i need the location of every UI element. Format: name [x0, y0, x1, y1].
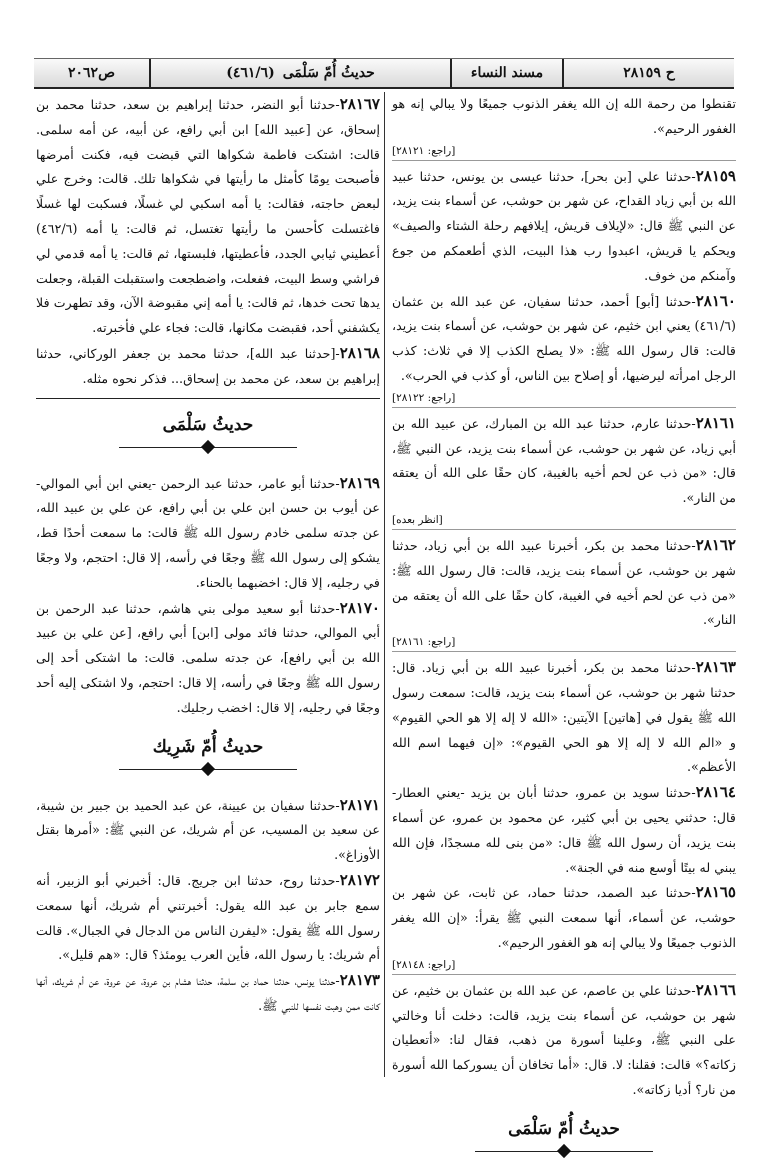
hadith-paragraph: [392, 880, 736, 955]
hadith-number: ٢٨١٧٠: [339, 598, 380, 617]
section-heading-umm-sharik: [36, 731, 380, 785]
running-header: [34, 58, 734, 89]
hadith-text: -حدثنا يونس، حدثنا حماد بن سلمة، حدثنا هشام بن عروة، عن عروة، عن أم شريك، أنها كانت ممن وهبت نفسها للنبي ﷺ.: [36, 973, 380, 1013]
reference-line: [392, 511, 736, 530]
header-divider: [562, 59, 564, 87]
reference-line: [392, 389, 736, 408]
hadith-number: ٢٨١٥٩: [695, 166, 736, 185]
topic-title: حديثُ أُمّ سَلْمَى: [282, 65, 375, 81]
hadith-text: -حدثنا روح، حدثنا ابن جريج. قال: أخبرني أبو الزبير، أنه سمع جابر بن عبد الله يقول: أخبرتني أم شريك، أنها سمعت رسول الله ﷺ يقول: «ليفرن الناس من الدجال في الجبال». قالت أم شريك: يا رسول الله، فأين العرب يومئذ؟ قال: «هم قليل».: [36, 872, 380, 963]
hadith-paragraph: [392, 92, 736, 142]
page-number: ص٢٠٦٢: [68, 65, 116, 81]
hadith-text: -حدثنا [أبو] أحمد، حدثنا سفيان، عن عبد الله بن عثمان (٤٦١/٦) يعني ابن خثيم، عن شهر بن حوشب، عن أسماء بنت يزيد، قالت: قال رسول الله ﷺ: «لا يصلح الكذب إلا في ثلاث: كذب الرجل امرأته ليرضيها، أو إصلاح بين الناس، أو كذب في الحرب».: [392, 293, 736, 383]
hadith-paragraph: [36, 968, 380, 1019]
ornament-divider: [36, 441, 380, 455]
hadith-number: ٢٨١٦٩: [339, 473, 380, 492]
cross-reference: [راجع: ٢٨١٤٨]: [392, 958, 456, 971]
ornament-divider: [36, 763, 380, 777]
hadith-text: -حدثنا أبو عامر، حدثنا عبد الرحمن -يعني ابن أبي الموالي- عن أيوب بن حسن ابن علي بن أبي رافع، عن علي بن عبيد الله، عن جدته سلمى خادم رسول الله ﷺ قالت: ما سمعت أحدًا قط، يشكو إلى رسول الله ﷺ وجعًا في رأسه، إلا قال: احتجم، ولا وجعًا في رجليه، إلا قال: اخضبهما بالحناء.: [36, 475, 380, 590]
hadith-number: ٢٨١٦٧: [339, 95, 380, 113]
cross-reference: [راجع: ٢٨١٢١]: [392, 144, 456, 157]
hadith-paragraph: [392, 411, 736, 511]
hadith-number: ٢٨١٦٥: [695, 883, 736, 902]
hadith-text: -حدثنا محمد بن بكر، أخبرنا عبيد الله بن أبي زياد. قال: حدثنا شهر بن حوشب، عن أسماء بنت يزيد، قالت: سمعت رسول الله ﷺ يقول في [هاتين] الآيتين: «الله لا إله إلا هو الحي القيوم» و «الم الله لا إله إلا هو الحي القيوم»: «إن فيهما اسم الله الأعظم».: [392, 660, 736, 775]
hadith-number: ٢٨١٧٢: [339, 870, 380, 889]
hadith-text: -حدثنا محمد بن بكر، أخبرنا عبيد الله بن أبي زياد، حدثنا شهر بن حوشب، عن أسماء بنت يزيد، قالت: قال رسول الله ﷺ: «من ذب عن لحم أخيه في الغيبة، كان حقًا على الله أن يعتقه من النار».: [392, 537, 736, 628]
hadith-number: ٢٨١٦٣: [695, 658, 736, 677]
header-divider: [450, 59, 452, 87]
hadith-text: -حدثنا سفيان بن عيينة، عن عبد الحميد بن جبير بن شيبة، عن سعيد بن المسيب، عن أم شريك، عن النبي ﷺ: «أمرها بقتل الأوزاغ».: [36, 797, 380, 863]
left-column: [36, 92, 380, 1077]
column-divider: [384, 92, 385, 1077]
hadith-number: ٢٨١٦٦: [695, 980, 736, 999]
hadith-paragraph: [36, 92, 380, 341]
hadith-text: -حدثنا علي بن عاصم، عن عبد الله بن عثمان بن خثيم، عن شهر بن حوشب، عن أسماء بنت يزيد، قالت: دخلت أنا وخالتي على النبي ﷺ، وعلينا أسورة من ذهب، فقال لنا: «أتعطيان زكاته؟» قالت: فقلنا: لا. قال: «أما تخافان أن يسوركما الله أسورة من نار؟ أديا زكاته».: [392, 982, 736, 1097]
hadith-text: -حدثنا أبو النضر، حدثنا إبراهيم بن سعد، حدثنا محمد بن إسحاق، عن [عبيد الله] ابن أبي رافع، عن أبيه، عن أمه سلمى. قالت: اشتكت فاطمة شكواها التي قبضت فيه، فكنت أمرضها فأصبحت يومًا كأمثل ما رأيتها في شكواها تلك. قالت: وخرج علي لبعض حاجته، فقالت: يا أمه اسكبي لي غسلًا، فسكبت لها غسلًا فاغتسلت كأحسن ما رأيتها تغتسل، ثم قالت: يا أمه (٤٦٢/٦) أعطيني ثيابي الجدد، فأعطيتها، فلبستها، ثم قالت: يا أمه قدمي لي فراشي وسط البيت، ففعلت، واضطجعت واستقبلت القبلة، وجعلت يدها تحت خدها، ثم قالت: يا أمه إني مقبوضة الآن، وقد تطهرت فلا يكشفني أحد، فقبضت مكانها، قالت: فجاء علي فأخبرته.: [36, 97, 380, 336]
cross-reference: [راجع: ٢٨١٢٢]: [392, 391, 456, 404]
hadith-text: -حدثنا عارم، حدثنا عبد الله بن المبارك، عن عبيد الله بن أبي زياد، عن شهر بن حوشب، عن أسماء بنت يزيد، عن النبي ﷺ، قال: «من ذب عن لحم أخيه بالغيبة، كان حقًا على الله أن يعتقه من النار».: [392, 415, 736, 506]
reference-line: [392, 633, 736, 652]
section-title: حديثُ أُمّ شَرِيك: [152, 736, 264, 757]
hadith-number: ٢٨١٦٨: [339, 343, 380, 362]
header-divider: [149, 59, 151, 87]
hadith-number: ٢٨١٦٢: [695, 535, 736, 554]
hadith-text: تقنطوا من رحمة الله إن الله يغفر الذنوب جميعًا ولا يبالي إنه هو الغفور الرحيم».: [392, 96, 736, 136]
rule-divider: [36, 398, 380, 399]
hadith-paragraph: [392, 655, 736, 780]
section-title: حديثُ سَلْمَى: [162, 414, 254, 435]
hadith-text: -حدثنا عبد الصمد، حدثنا حماد، عن ثابت، عن شهر بن حوشب، عن أسماء، أنها سمعت النبي ﷺ يقرأ: «إن الله يغفر الذنوب جميعًا ولا يبالي إنه هو الغفور الرحيم».: [392, 885, 736, 950]
musnad-title: مسند النساء: [470, 65, 544, 81]
section-title: حديثُ أُمّ سَلْمَى: [508, 1118, 620, 1139]
hadith-paragraph: [36, 868, 380, 968]
hadith-number: ٢٨١٧١: [339, 795, 380, 814]
left-column-mid-paragraphs: [36, 471, 380, 721]
left-column-top-paragraphs: [36, 92, 380, 392]
hadith-paragraph: [392, 978, 736, 1103]
hadith-text: -حدثنا علي [بن بحر]، حدثنا عيسى بن يونس، حدثنا عبيد الله بن أبي زياد القداح، عن شهر بن حوشب، عن أسماء بنت يزيد، عن النبي ﷺ قال: «لإيلاف قريش، إيلافهم رحلة الشتاء والصيف» ويحكم يا قريش، اعبدوا رب هذا البيت، الذي أطعمكم من جوع وآمنكم من خوف.: [392, 168, 736, 283]
cross-reference: [انظر بعده]: [392, 513, 443, 526]
hadith-paragraph: [392, 533, 736, 633]
header-topic: [151, 59, 450, 87]
hadith-paragraph: [392, 780, 736, 880]
hadith-number: ٢٨١٦٠: [695, 291, 736, 310]
hadith-text: -حدثنا أبو سعيد مولى بني هاشم، حدثنا عبد الرحمن بن أبي الموالي، حدثنا فائد مولى [ابن] أبي رافع، [عن علي بن عبيد الله بن أبي رافع]، عن جدته سلمى. قالت: ما اشتكى أحد إلى رسول الله ﷺ وجعًا في رأسه، إلا قال: احتجم، ولا اشتكى إليه أحد وجعًا في رجليه، إلا قال: اخضب رجليك.: [36, 600, 380, 715]
hadith-paragraph: [392, 164, 736, 289]
hadith-paragraph: [36, 471, 380, 596]
hadith-paragraph: [36, 596, 380, 721]
section-heading-salma: [36, 409, 380, 463]
right-column-paragraphs: [392, 92, 736, 1103]
hadith-number: ٢٨١٦١: [695, 413, 736, 432]
right-column: [392, 92, 736, 1139]
left-column-bottom-paragraphs: [36, 793, 380, 1019]
volume-reference: (٤٦١/٦): [226, 65, 275, 81]
hadith-number: ٢٨١٦٤: [695, 783, 736, 802]
reference-line: [392, 142, 736, 161]
hadith-text: -[حدثنا عبد الله]، حدثنا محمد بن جعفر الوركاني، حدثنا إبراهيم بن سعد، عن محمد بن إسحاق... فذكر نحوه مثله.: [36, 345, 380, 386]
hadith-range: ح ٢٨١٥٩: [623, 65, 675, 81]
hadith-number: ٢٨١٧٣: [339, 971, 380, 990]
hadith-paragraph: [36, 793, 380, 868]
cross-reference: [راجع: ٢٨١٦١]: [392, 636, 456, 649]
reference-line: [392, 956, 736, 975]
hadith-text: -حدثنا سويد بن عمرو، حدثنا أبان بن يزيد -يعني العطار- قال: حدثني يحيى بن أبي كثير، عن محمود بن عمرو، عن أسماء بنت يزيد، أن رسول الله ﷺ قال: «من بنى لله مسجدًا، فإن الله يبني له بيتًا أوسع منه في الجنة».: [392, 785, 736, 875]
hadith-paragraph: [392, 289, 736, 389]
hadith-paragraph: [36, 341, 380, 392]
section-heading-umm-salma: [392, 1113, 736, 1167]
ornament-divider: [392, 1145, 736, 1159]
